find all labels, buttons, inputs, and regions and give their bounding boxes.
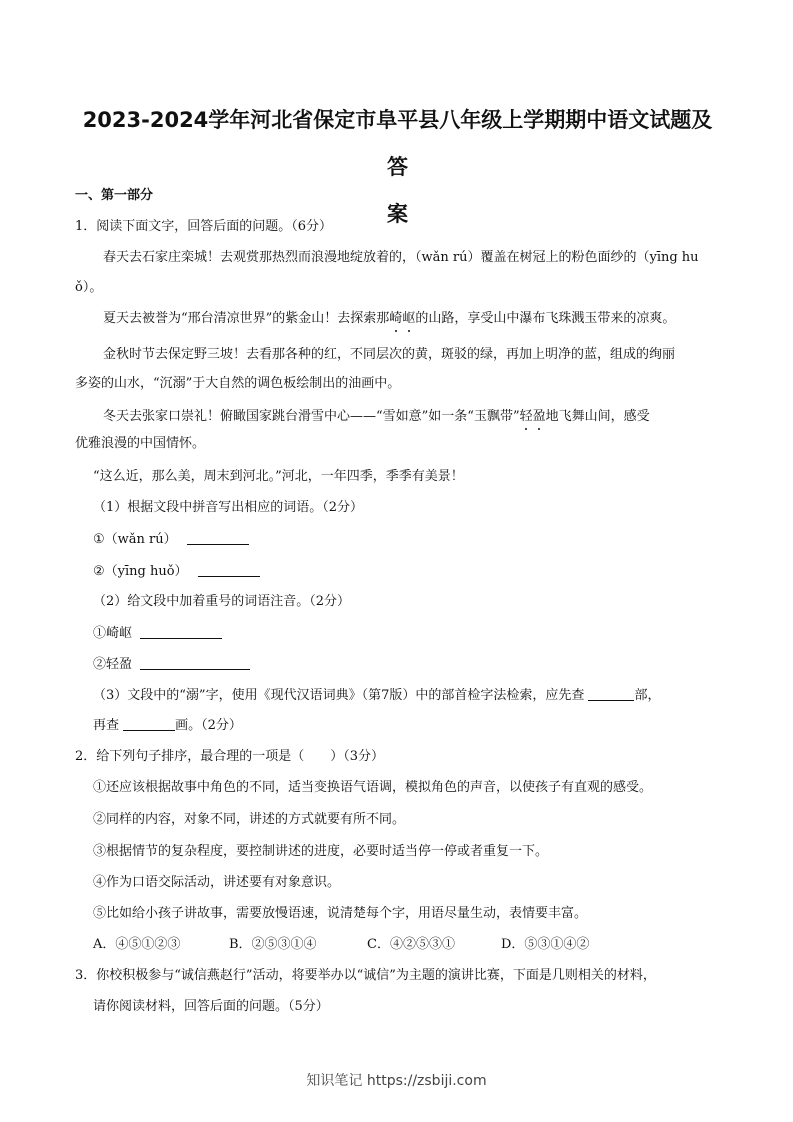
q2-stem: 2．给下列句子排序，最合理的一项是（ ）（3分） [75,749,385,764]
sub3-text-pre: （3）文段中的“溺”字，使用《现代汉语词典》（第7版）中的部首检字法检索，应先查 [93,688,585,703]
q1-sub1-a [93,530,743,550]
q1-paragraph-1-cont: ǒ）。 [75,280,103,295]
sub1-b-label: ②（yīng huǒ） [93,564,188,579]
q1-sub2-a [93,624,743,644]
q2-option-c[interactable]: C．④②⑤③① [367,937,455,952]
emphasis-char: 盈 [532,409,546,424]
answer-blank[interactable] [588,686,634,701]
title-line-1: 2023-2024学年河北省保定市阜平县八年级上学期期中语文试题及答 [82,108,713,179]
q3-stem: 3．你校积极参与“诚信燕赵行”活动，将要举办以“诚信”为主题的演讲比赛，下面是几则相关的材料， [75,968,656,983]
q1-paragraph-3-cont: 多姿的山水，“沉溺”于大自然的调色板绘制出的油画中。 [75,376,401,391]
answer-blank[interactable] [140,655,250,670]
q2-sentence-2: ②同样的内容，对象不同，讲述的方式就要有所不同。 [93,812,406,827]
sub3-text-mid: 部， [634,688,661,703]
sub1-a-label: ①（wǎn rú） [93,532,177,547]
q2-sentence-3: ③根据情节的复杂程度，要控制讲述的进度，必要时适当停一停或者重复一下。 [93,844,549,859]
q1-paragraph-3: 金秋时节去保定野三坡！去看那各种的红，不同层次的黄，斑驳的绿，再加上明净的蓝，组成的绚丽 [103,347,676,362]
p2-text-post: 的山路，享受山中瀑布飞珠溅玉带来的凉爽。 [415,311,676,326]
q2-option-b[interactable]: B．②⑤③①④ [229,937,317,952]
p2-text-pre: 夏天去被誉为“邢台清凉世界”的紫金山！去探索那 [103,311,390,326]
p4-text-post: 地飞舞山间，感受 [545,409,650,424]
q1-paragraph-5: “这么近，那么美，周末到河北。”河北，一年四季，季季有美景！ [93,469,464,484]
p4-text-pre: 冬天去张家口崇礼！俯瞰国家跳台滑雪中心——“雪如意”如一条“玉飘带” [103,409,520,424]
section-heading: 一、第一部分 [75,188,154,203]
q2-option-a[interactable]: A．④⑤①②③ [93,937,181,952]
emphasis-char: 岖 [402,311,416,326]
q3-stem-cont: 请你阅读材料，回答后面的问题。（5分） [93,999,329,1014]
q2-option-d[interactable]: D．⑤③①④② [501,937,590,952]
answer-blank[interactable] [187,530,249,545]
sub3-b-pre: 再查 [93,718,120,733]
footer-watermark: 知识笔记 https://zsbiji.com [306,1073,487,1089]
sub3-b-post: 画。（2分） [175,718,242,733]
q2-options [93,935,743,955]
q1-sub2-b [93,655,743,675]
sub2-b-label: ②轻盈 [93,657,133,672]
emphasized-word-qingying [520,409,546,424]
q1-paragraph-1: 春天去石家庄栾城！去观赏那热烈而浪漫地绽放着的，（wǎn rú）覆盖在树冠上的粉色面纱的（yīng hu [103,250,699,265]
q2-sentence-5: ⑤比如给小孩子讲故事，需要放慢语速，说清楚每个字，用语尽量生动，表情要丰富。 [93,906,588,921]
answer-blank[interactable] [198,562,260,577]
emphasized-word-qiqu [389,311,415,326]
sub2-a-label: ①崎岖 [93,626,133,641]
emphasis-char: 轻 [519,409,533,424]
q1-paragraph-4-cont: 优雅浪漫的中国情怀。 [75,436,206,451]
q1-paragraph-2 [103,309,753,329]
answer-blank[interactable] [123,716,175,731]
q1-sub2: （2）给文段中加着重号的词语注音。（2分） [93,594,351,609]
q1-stem: 1．阅读下面文字，回答后面的问题。（6分） [75,219,333,234]
q1-sub3 [93,686,743,706]
answer-blank[interactable] [140,624,222,639]
emphasis-char: 崎 [389,311,403,326]
q2-sentence-1: ①还应该根据故事中角色的不同，适当变换语气语调，模拟角色的声音，以使孩子有直观的感受。 [93,780,653,795]
q2-sentence-4: ④作为口语交际活动，讲述要有对象意识。 [93,875,341,890]
q1-sub1: （1）根据文段中拼音写出相应的词语。（2分） [93,500,364,515]
q1-paragraph-4 [103,407,753,427]
title-line-2: 案 [387,202,408,226]
q1-sub3-cont [93,716,743,736]
q1-sub1-b [93,562,743,582]
